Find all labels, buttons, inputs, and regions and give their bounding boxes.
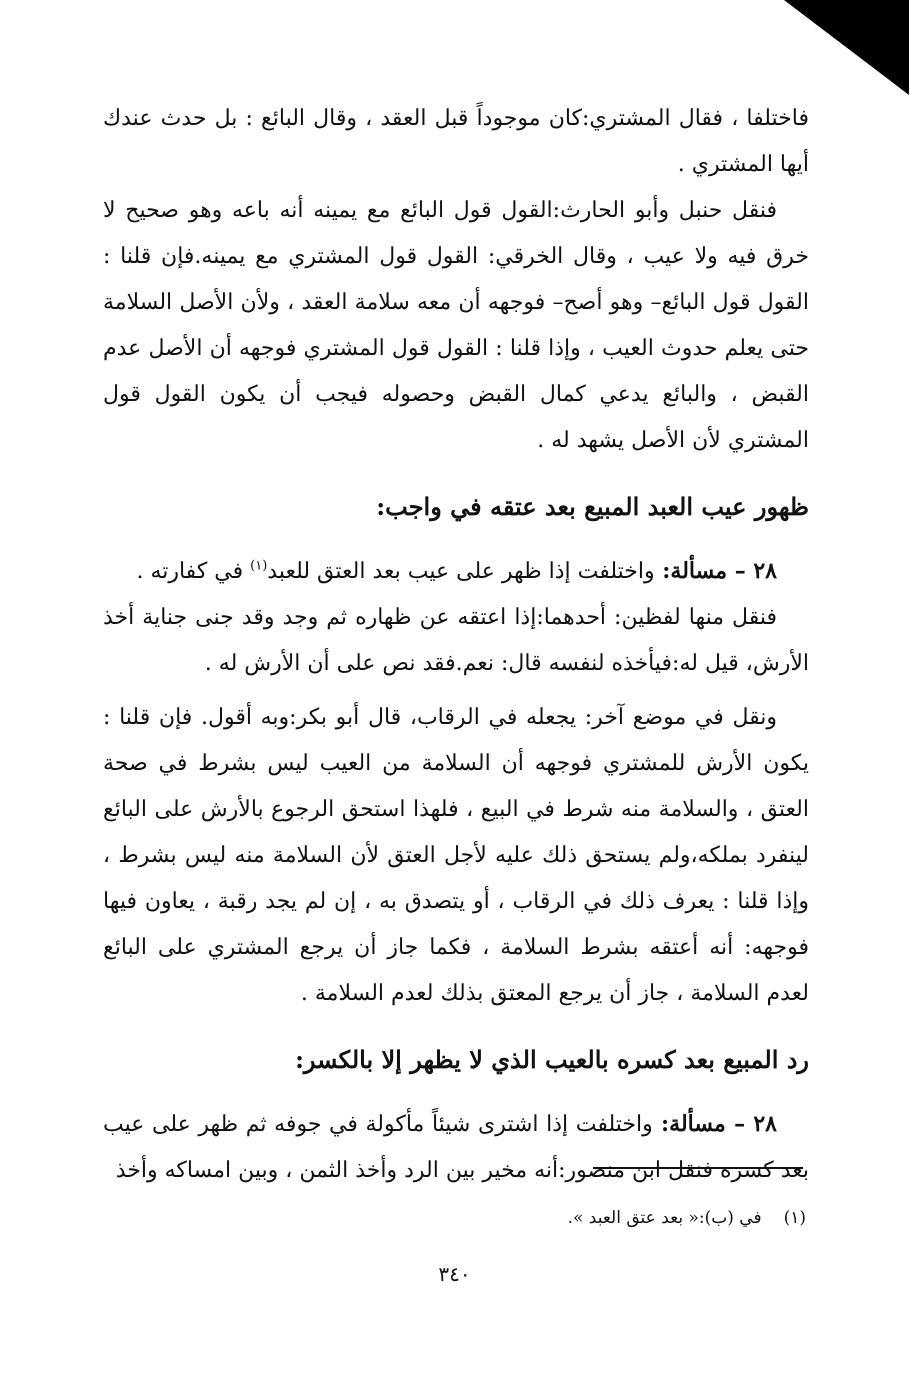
paragraph-5: ونقل في موضع آخر: يجعله في الرقاب، قال أبو بكر:وبه أقول. فإن قلنا : يكون الأرش للمشتري فوجهه أن السلامة من العيب ليس بشرط في صحة العتق ، والسلامة منه شرط في البيع ، فلهذا استحق الرجوع بالأرش على البائع لينفرد بملكه،ولم يستحق ذلك عليه لأجل العتق لأن السلامة منه ليس بشرط ، وإذا قلنا : يعرف ذلك في الرقاب ، أو يتصدق به ، إن لم يجد رقبة ، يعاون فيها فوجهه: أنه أعتقه بشرط السلامة ، فكما جاز أن يرجع المشتري على البائع لعدم السلامة ، جاز أن يرجع المعتق بذلك لعدم السلامة . <box>103 705 809 1006</box>
paragraph-6 <box>103 1101 809 1194</box>
section-heading-2: رد المبيع بعد كسره بالعيب الذي لا يظهر إلا بالكسر: <box>295 1045 809 1074</box>
footnote-marker: (١) <box>250 558 268 574</box>
paragraph-1: فاختلفا ، فقال المشتري:كان موجوداً قبل العقد ، وقال البائع : بل حدث عندك أيها المشتري . <box>103 106 809 177</box>
page-corner-shadow <box>784 0 909 95</box>
paragraph-4: فنقل منها لفظين: أحدهما:إذا اعتقه عن ظهاره ثم وجد وقد جنى جناية أخذ الأرش، قيل له:فيأخذه لنفسه قال: نعم.فقد نص على أن الأرش له . <box>103 605 809 676</box>
paragraph-2: فنقل حنبل وأبو الحارث:القول قول البائع مع يمينه أنه باعه وهو صحيح لا خرق فيه ولا عيب ، وقال الخرقي: القول قول المشتري مع يمينه.فإن قلنا : القول قول البائع– وهو أصح– فوجهه أن معه سلامة العقد ، ولأن الأصل السلامة حتى يعلم حدوث العيب ، وإذا قلنا : القول قول المشتري فوجهه أن الأصل عدم القبض ، والبائع يدعي كمال القبض وحصوله فيجب أن يكون القول قول المشتري لأن الأصل يشهد له . <box>103 198 809 453</box>
footnote-text: في (ب):« بعد عتق العبد ». <box>567 1208 762 1228</box>
footnote-divider <box>593 1167 803 1169</box>
paragraph-3-suffix: في كفارته . <box>136 559 251 584</box>
paragraph-3-text: واختلفت إذا ظهر على عيب بعد العتق للعبد <box>267 559 655 584</box>
page-number: ٣٤٠ <box>438 1262 471 1286</box>
paragraph-6-text: واختلفت إذا اشترى شيئاً مأكولة في جوفه ثم ظهر على عيب بعد كسره فنقل ابن منصور:أنه مخير بين الرد وأخذ الثمن ، وبين امساكه وأخذ <box>103 1112 809 1183</box>
paragraph-3 <box>103 548 809 595</box>
footnote <box>568 1205 806 1231</box>
page-body <box>103 96 809 1194</box>
issue-number-label: ٢٨ – مسألة: <box>654 558 777 584</box>
issue-number-label-2: ٢٨ – مسألة: <box>652 1111 777 1137</box>
footnote-number: (١) <box>783 1208 806 1228</box>
section-heading-1: ظهور عيب العبد المبيع بعد عتقه في واجب: <box>376 492 809 521</box>
